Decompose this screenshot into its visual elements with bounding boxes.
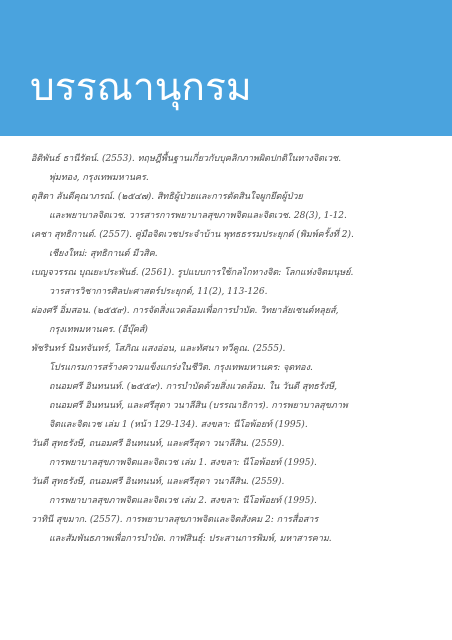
- reference-continuation-line: การพยาบาลสุขภาพจิตและจิตเวช เล่ม 1. สงขลา: นีโอพ้อยท์ (1995).: [49, 458, 317, 468]
- reference-continuation-line: เชียงใหม่: สุทธิกานต์ มีวสิค.: [49, 249, 158, 259]
- reference-first-line: อิติพันธ์ ธานีรัตน์. (2553). ทฤษฎีพื้นฐานเกี่ยวกับบุคลิกภาพผิดปกติในทางจิตเวช.: [31, 154, 342, 164]
- reference-first-line: วันดี สุทธรังษี, ถนอมศรี อินทนนท์, และศรีสุดา วนาลีสิน. (2559).: [31, 439, 285, 449]
- reference-first-line: เบญจวรรณ บุณยะประพันธ์. (2561). รูปแบบการใช้กลไกทางจิต: โลกแห่งจิตมนุษย์.: [31, 268, 354, 278]
- reference-first-line: พัชรินทร์ นินทจันทร์, โสภิณ แสงอ่อน, และทัศนา ทวีคูณ. (2555).: [31, 344, 286, 354]
- reference-continuation-line: ถนอมศรี อินทนนท์, และศรีสุดา วนาลีสิน (บรรณาธิการ). การพยาบาลสุขภาพ: [49, 401, 348, 411]
- reference-first-line: วันดี สุทธรังษี, ถนอมศรี อินทนนท์, และศรีสุดา วนาลีสิน. (2559).: [31, 477, 285, 487]
- reference-first-line: วาทินี สุขมาก. (2557). การพยาบาลสุขภาพจิตและจิตสังคม 2: การสื่อสาร: [31, 515, 319, 525]
- reference-continuation-line: และสัมพันธภาพเพื่อการบำบัด. กาฬสินธุ์: ประสานการพิมพ์, มหาสารคาม.: [49, 534, 332, 544]
- reference-continuation-line: และพยาบาลจิตเวช. วารสารการพยาบาลสุขภาพจิตและจิตเวช. 28(3), 1-12.: [49, 211, 347, 221]
- reference-continuation-line: พุ่มทอง, กรุงเทพมหานคร.: [49, 173, 149, 183]
- reference-continuation-line: โปรแกรมการสร้างความแข็งแกร่งในชีวิต. กรุงเทพมหานคร: จุดทอง.: [49, 363, 313, 373]
- reference-first-line: ดุสิตา ลันดีคุณาภรณ์. (๒๕๔๗). สิทธิผู้ป่วยและการตัดสินใจผูกยึดผู้ป่วย: [31, 192, 303, 202]
- reference-entry: [31, 226, 441, 264]
- reference-entry: [31, 340, 441, 435]
- reference-entry: [31, 188, 441, 226]
- reference-entry: [31, 302, 441, 340]
- reference-entry: [31, 473, 441, 511]
- reference-entry: [31, 264, 441, 302]
- reference-continuation-line: จิตและจิตเวช เล่ม 1 (หน้า 129-134). สงขลา: นีโอพ้อยท์ (1995).: [49, 420, 308, 430]
- reference-entry: [31, 511, 441, 549]
- reference-entry: [31, 150, 441, 188]
- page-title: บรรณานุกรม: [30, 65, 252, 110]
- reference-continuation-line: กรุงเทพมหานคร. (อีบุ๊คส์): [49, 325, 148, 335]
- reference-first-line: เคชา สุทธิกานต์. (2557). คู่มือจิตเวชประจำบ้าน พุทธธรรมประยุกต์ (พิมพ์ครั้งที่ 2).: [31, 230, 354, 240]
- reference-list: [31, 150, 441, 549]
- reference-continuation-line: การพยาบาลสุขภาพจิตและจิตเวช เล่ม 2. สงขลา: นีโอพ้อยท์ (1995).: [49, 496, 317, 506]
- reference-continuation-line: ถนอมศรี อินทนนท์. (๒๕๕๙). การบำบัดด้วยสิ่งแวดล้อม. ใน วันดี สุทธรังษี,: [49, 382, 337, 392]
- reference-continuation-line: วารสารวิชาการศิลปะศาสตร์ประยุกต์, 11(2), 113-126.: [49, 287, 268, 297]
- reference-first-line: ผ่องศรี อิ่มสอน. (๒๕๕๙). การจัดสิ่งแวดล้อมเพื่อการบำบัด. วิทยาลัยเซนต์หลุยส์,: [31, 306, 339, 316]
- reference-entry: [31, 435, 441, 473]
